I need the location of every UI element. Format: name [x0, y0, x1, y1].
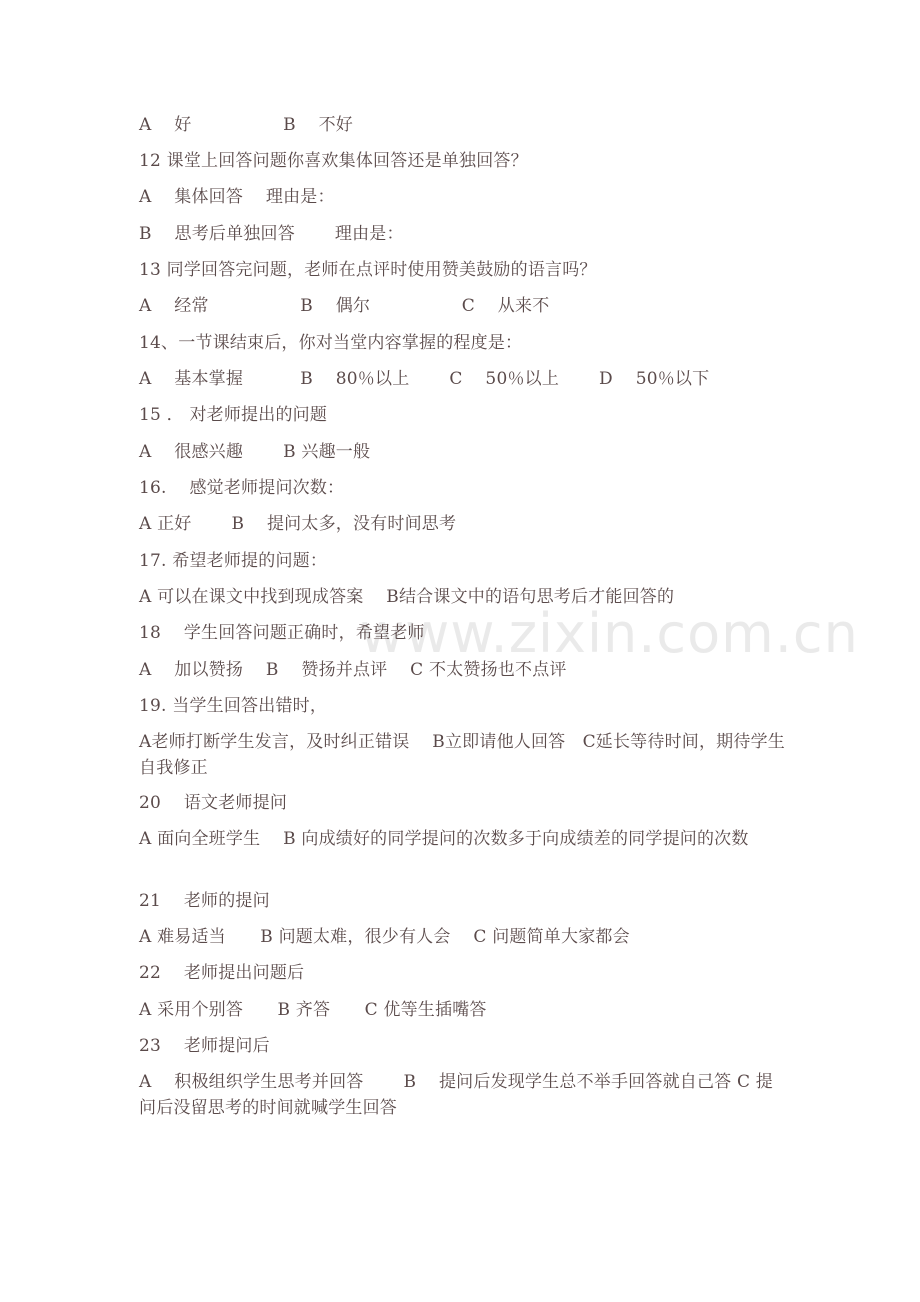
- q20-question: 20 语文老师提问: [139, 793, 288, 813]
- q23-question: 23 老师提问后: [139, 1036, 270, 1056]
- q12-question: 12 课堂上回答问题你喜欢集体回答还是单独回答？: [139, 151, 528, 171]
- q13-options: A 经常 B 偶尔 C 从来不: [139, 296, 550, 316]
- q20-options: A 面向全班学生 B 向成绩好的同学提问的次数多于向成绩差的同学提问的次数: [139, 829, 749, 849]
- q22-options: A 采用个别答 B 齐答 C 优等生插嘴答: [139, 1000, 487, 1020]
- q12-option-a: A 集体回答 理由是：: [139, 187, 335, 207]
- q16-options: A 正好 B 提问太多，没有时间思考: [139, 514, 457, 534]
- q21-options: A 难易适当 B 问题太难，很少有人会 C 问题简单大家都会: [139, 927, 630, 947]
- q14-question: 14、一节课结束后，你对当堂内容掌握的程度是：: [139, 333, 523, 353]
- q19-options: A老师打断学生发言，及时纠正错误 B立即请他人回答 C延长等待时间，期待学生自我修正: [139, 732, 785, 778]
- watermark: www.zixin.com.cn: [360, 602, 859, 665]
- q14-options: A 基本掌握 B 80％以上 C 50％以上 D 50％以下: [139, 369, 710, 389]
- q18-question: 18 学生回答问题正确时，希望老师: [139, 623, 425, 643]
- q15-options: A 很感兴趣 B 兴趣一般: [139, 442, 371, 462]
- q19-question: 19. 当学生回答出错时，: [139, 696, 328, 716]
- q15-question: 15 ． 对老师提出的问题: [139, 405, 328, 425]
- q23-options: A 积极组织学生思考并回答 B 提问后发现学生总不举手回答就自己答 C 提问后没留思考的时间就喊学生回答: [139, 1072, 773, 1118]
- q17-question: 17. 希望老师提的问题：: [139, 551, 328, 571]
- q17-options: A 可以在课文中找到现成答案 B结合课文中的语句思考后才能回答的: [139, 587, 675, 607]
- q13-question: 13 同学回答完问题，老师在点评时使用赞美鼓励的语言吗？: [139, 260, 597, 280]
- q18-options: A 加以赞扬 B 赞扬并点评 C 不太赞扬也不点评: [139, 660, 567, 680]
- q16-question: 16. 感觉老师提问次数：: [139, 478, 345, 498]
- q12-option-b: B 思考后单独回答 理由是：: [139, 224, 404, 244]
- q21-question: 21 老师的提问: [139, 891, 270, 911]
- q11-options: A 好 B 不好: [139, 115, 353, 135]
- q22-question: 22 老师提出问题后: [139, 963, 305, 983]
